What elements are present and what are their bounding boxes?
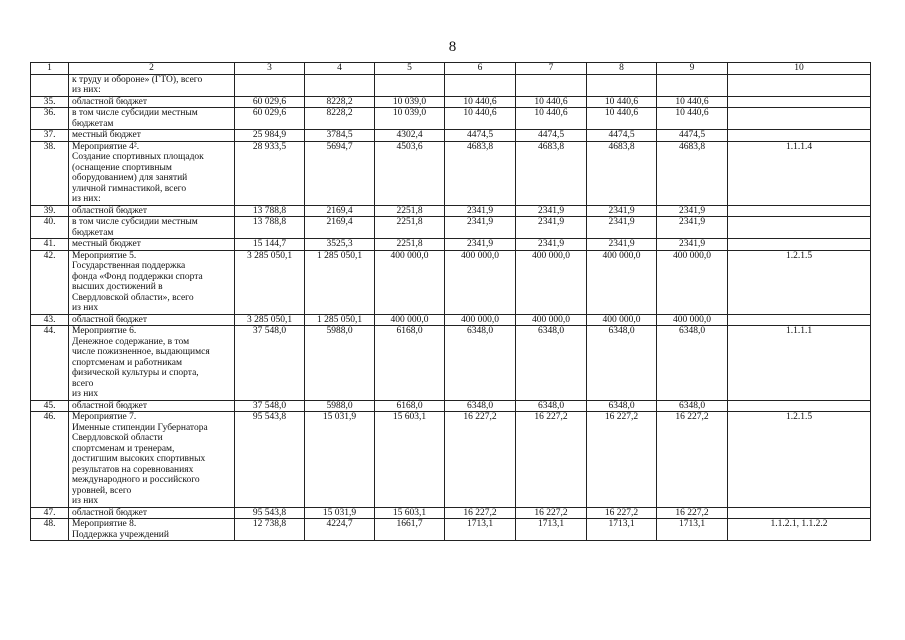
value-cell: 10 440,6 bbox=[445, 96, 516, 108]
value-cell: 10 039,0 bbox=[375, 108, 445, 130]
header-cell: 5 bbox=[375, 63, 445, 75]
row-number: 36. bbox=[31, 108, 69, 130]
value-cell: 4683,8 bbox=[445, 141, 516, 205]
value-cell: 5694,7 bbox=[305, 141, 375, 205]
value-cell: 4683,8 bbox=[657, 141, 728, 205]
value-cell bbox=[375, 74, 445, 96]
target-indicator: 1.1.1.4 bbox=[728, 141, 871, 205]
value-cell: 5988,0 bbox=[305, 326, 375, 401]
row-number: 43. bbox=[31, 314, 69, 326]
value-cell: 1 285 050,1 bbox=[305, 250, 375, 314]
value-cell: 2341,9 bbox=[516, 239, 587, 251]
value-cell: 10 440,6 bbox=[587, 108, 657, 130]
value-cell: 16 227,2 bbox=[657, 412, 728, 508]
header-cell: 3 bbox=[235, 63, 305, 75]
row-number: 47. bbox=[31, 507, 69, 519]
value-cell: 4474,5 bbox=[587, 130, 657, 142]
value-cell: 6348,0 bbox=[516, 400, 587, 412]
value-cell: 95 543,8 bbox=[235, 412, 305, 508]
header-cell: 7 bbox=[516, 63, 587, 75]
row-number: 38. bbox=[31, 141, 69, 205]
value-cell: 3525,3 bbox=[305, 239, 375, 251]
value-cell: 3 285 050,1 bbox=[235, 250, 305, 314]
table-row bbox=[31, 141, 871, 205]
value-cell: 6168,0 bbox=[375, 400, 445, 412]
target-indicator bbox=[728, 217, 871, 239]
value-cell: 10 440,6 bbox=[445, 108, 516, 130]
target-indicator bbox=[728, 314, 871, 326]
header-cell: 1 bbox=[31, 63, 69, 75]
value-cell: 6348,0 bbox=[657, 400, 728, 412]
row-number: 42. bbox=[31, 250, 69, 314]
value-cell: 6348,0 bbox=[657, 326, 728, 401]
value-cell: 2341,9 bbox=[516, 205, 587, 217]
page-number: 8 bbox=[448, 39, 457, 55]
value-cell: 4474,5 bbox=[516, 130, 587, 142]
table-row bbox=[31, 217, 871, 239]
value-cell: 3 285 050,1 bbox=[235, 314, 305, 326]
row-name: Мероприятие 4². Создание спортивных площадок (оснащение спортивным оборудованием) для занятий уличной гимнастикой, всего из них: bbox=[69, 141, 235, 205]
value-cell: 1713,1 bbox=[516, 519, 587, 541]
value-cell: 400 000,0 bbox=[516, 314, 587, 326]
value-cell: 4302,4 bbox=[375, 130, 445, 142]
value-cell: 400 000,0 bbox=[587, 250, 657, 314]
value-cell: 6348,0 bbox=[516, 326, 587, 401]
target-indicator bbox=[728, 239, 871, 251]
value-cell: 1713,1 bbox=[587, 519, 657, 541]
value-cell: 2341,9 bbox=[657, 217, 728, 239]
value-cell: 2341,9 bbox=[445, 205, 516, 217]
value-cell: 6348,0 bbox=[445, 326, 516, 401]
header-cell: 10 bbox=[728, 63, 871, 75]
budget-table bbox=[30, 62, 871, 541]
table-row bbox=[31, 108, 871, 130]
value-cell: 2341,9 bbox=[657, 205, 728, 217]
value-cell: 2169,4 bbox=[305, 205, 375, 217]
value-cell: 15 031,9 bbox=[305, 507, 375, 519]
value-cell: 60 029,6 bbox=[235, 108, 305, 130]
row-name: в том числе субсидии местным бюджетам bbox=[69, 108, 235, 130]
value-cell: 60 029,6 bbox=[235, 96, 305, 108]
table-row bbox=[31, 74, 871, 96]
table-row bbox=[31, 205, 871, 217]
target-indicator bbox=[728, 96, 871, 108]
table-row bbox=[31, 130, 871, 142]
value-cell: 15 603,1 bbox=[375, 412, 445, 508]
value-cell: 12 738,8 bbox=[235, 519, 305, 541]
row-number: 44. bbox=[31, 326, 69, 401]
value-cell: 95 543,8 bbox=[235, 507, 305, 519]
row-number: 35. bbox=[31, 96, 69, 108]
target-indicator bbox=[728, 205, 871, 217]
value-cell: 1713,1 bbox=[657, 519, 728, 541]
value-cell: 4683,8 bbox=[587, 141, 657, 205]
table-row bbox=[31, 314, 871, 326]
header-cell: 6 bbox=[445, 63, 516, 75]
value-cell bbox=[587, 74, 657, 96]
value-cell: 6348,0 bbox=[445, 400, 516, 412]
value-cell: 2341,9 bbox=[587, 217, 657, 239]
table-row bbox=[31, 412, 871, 508]
value-cell: 2341,9 bbox=[587, 239, 657, 251]
table-row bbox=[31, 250, 871, 314]
row-name: областной бюджет bbox=[69, 96, 235, 108]
value-cell: 16 227,2 bbox=[587, 412, 657, 508]
value-cell: 8228,2 bbox=[305, 108, 375, 130]
value-cell: 2341,9 bbox=[657, 239, 728, 251]
value-cell: 16 227,2 bbox=[445, 507, 516, 519]
row-number: 48. bbox=[31, 519, 69, 541]
table-row bbox=[31, 519, 871, 541]
value-cell: 16 227,2 bbox=[516, 507, 587, 519]
target-indicator bbox=[728, 108, 871, 130]
value-cell: 6348,0 bbox=[587, 326, 657, 401]
row-name: местный бюджет bbox=[69, 130, 235, 142]
row-name: в том числе субсидии местным бюджетам bbox=[69, 217, 235, 239]
value-cell: 2251,8 bbox=[375, 205, 445, 217]
value-cell: 16 227,2 bbox=[445, 412, 516, 508]
value-cell: 1 285 050,1 bbox=[305, 314, 375, 326]
value-cell: 2341,9 bbox=[445, 239, 516, 251]
value-cell: 400 000,0 bbox=[445, 314, 516, 326]
target-indicator: 1.1.1.1 bbox=[728, 326, 871, 401]
table-row bbox=[31, 326, 871, 401]
value-cell: 15 603,1 bbox=[375, 507, 445, 519]
value-cell: 400 000,0 bbox=[516, 250, 587, 314]
row-name: областной бюджет bbox=[69, 205, 235, 217]
value-cell: 3784,5 bbox=[305, 130, 375, 142]
table-body bbox=[31, 63, 871, 541]
value-cell: 400 000,0 bbox=[657, 250, 728, 314]
value-cell: 28 933,5 bbox=[235, 141, 305, 205]
value-cell: 37 548,0 bbox=[235, 326, 305, 401]
value-cell: 15 031,9 bbox=[305, 412, 375, 508]
value-cell: 4224,7 bbox=[305, 519, 375, 541]
row-name: местный бюджет bbox=[69, 239, 235, 251]
value-cell: 1661,7 bbox=[375, 519, 445, 541]
value-cell: 400 000,0 bbox=[587, 314, 657, 326]
target-indicator bbox=[728, 74, 871, 96]
table-row bbox=[31, 96, 871, 108]
row-number: 41. bbox=[31, 239, 69, 251]
target-indicator bbox=[728, 130, 871, 142]
value-cell: 6168,0 bbox=[375, 326, 445, 401]
row-name: Мероприятие 6. Денежное содержание, в том числе пожизненное, выдающимся спортсменам и работникам физической культуры и спорта, всего из них bbox=[69, 326, 235, 401]
target-indicator: 1.2.1.5 bbox=[728, 250, 871, 314]
value-cell bbox=[235, 74, 305, 96]
value-cell: 5988,0 bbox=[305, 400, 375, 412]
value-cell: 2341,9 bbox=[587, 205, 657, 217]
row-name: областной бюджет bbox=[69, 314, 235, 326]
value-cell: 10 440,6 bbox=[657, 96, 728, 108]
value-cell: 15 144,7 bbox=[235, 239, 305, 251]
row-name: Мероприятие 8. Поддержка учреждений bbox=[69, 519, 235, 541]
value-cell: 16 227,2 bbox=[516, 412, 587, 508]
value-cell bbox=[516, 74, 587, 96]
table-row bbox=[31, 507, 871, 519]
header-cell: 2 bbox=[69, 63, 235, 75]
table-row bbox=[31, 239, 871, 251]
value-cell: 10 440,6 bbox=[516, 96, 587, 108]
value-cell: 10 440,6 bbox=[587, 96, 657, 108]
row-name: Мероприятие 7. Именные стипендии Губернатора Свердловской области спортсменам и тренерам, достигшим высоких спортивных результатов на соревнованиях международного и российского уровней, всего из них bbox=[69, 412, 235, 508]
value-cell bbox=[445, 74, 516, 96]
row-name: Мероприятие 5. Государственная поддержка фонда «Фонд поддержки спорта высших достижений в Свердловской области», всего из них bbox=[69, 250, 235, 314]
target-indicator bbox=[728, 400, 871, 412]
target-indicator: 1.1.2.1, 1.1.2.2 bbox=[728, 519, 871, 541]
value-cell: 1713,1 bbox=[445, 519, 516, 541]
value-cell: 2169,4 bbox=[305, 217, 375, 239]
value-cell: 4503,6 bbox=[375, 141, 445, 205]
value-cell: 6348,0 bbox=[587, 400, 657, 412]
header-cell: 8 bbox=[587, 63, 657, 75]
header-cell: 9 bbox=[657, 63, 728, 75]
value-cell: 2341,9 bbox=[516, 217, 587, 239]
value-cell: 400 000,0 bbox=[445, 250, 516, 314]
row-number bbox=[31, 74, 69, 96]
row-name: областной бюджет bbox=[69, 507, 235, 519]
row-number: 39. bbox=[31, 205, 69, 217]
value-cell: 37 548,0 bbox=[235, 400, 305, 412]
value-cell: 4683,8 bbox=[516, 141, 587, 205]
row-number: 37. bbox=[31, 130, 69, 142]
value-cell: 13 788,8 bbox=[235, 217, 305, 239]
value-cell: 10 440,6 bbox=[516, 108, 587, 130]
value-cell: 4474,5 bbox=[657, 130, 728, 142]
header-cell: 4 bbox=[305, 63, 375, 75]
header-row bbox=[31, 63, 871, 75]
value-cell: 10 440,6 bbox=[657, 108, 728, 130]
row-name: областной бюджет bbox=[69, 400, 235, 412]
value-cell: 2251,8 bbox=[375, 217, 445, 239]
value-cell: 25 984,9 bbox=[235, 130, 305, 142]
row-number: 40. bbox=[31, 217, 69, 239]
row-number: 45. bbox=[31, 400, 69, 412]
value-cell: 8228,2 bbox=[305, 96, 375, 108]
value-cell: 400 000,0 bbox=[375, 250, 445, 314]
value-cell: 400 000,0 bbox=[375, 314, 445, 326]
value-cell: 16 227,2 bbox=[657, 507, 728, 519]
row-number: 46. bbox=[31, 412, 69, 508]
target-indicator bbox=[728, 507, 871, 519]
row-name: к труду и обороне» (ГТО), всего из них: bbox=[69, 74, 235, 96]
value-cell bbox=[657, 74, 728, 96]
value-cell: 2341,9 bbox=[445, 217, 516, 239]
value-cell: 13 788,8 bbox=[235, 205, 305, 217]
value-cell: 4474,5 bbox=[445, 130, 516, 142]
value-cell bbox=[305, 74, 375, 96]
value-cell: 2251,8 bbox=[375, 239, 445, 251]
value-cell: 10 039,0 bbox=[375, 96, 445, 108]
value-cell: 400 000,0 bbox=[657, 314, 728, 326]
table-row bbox=[31, 400, 871, 412]
target-indicator: 1.2.1.5 bbox=[728, 412, 871, 508]
value-cell: 16 227,2 bbox=[587, 507, 657, 519]
